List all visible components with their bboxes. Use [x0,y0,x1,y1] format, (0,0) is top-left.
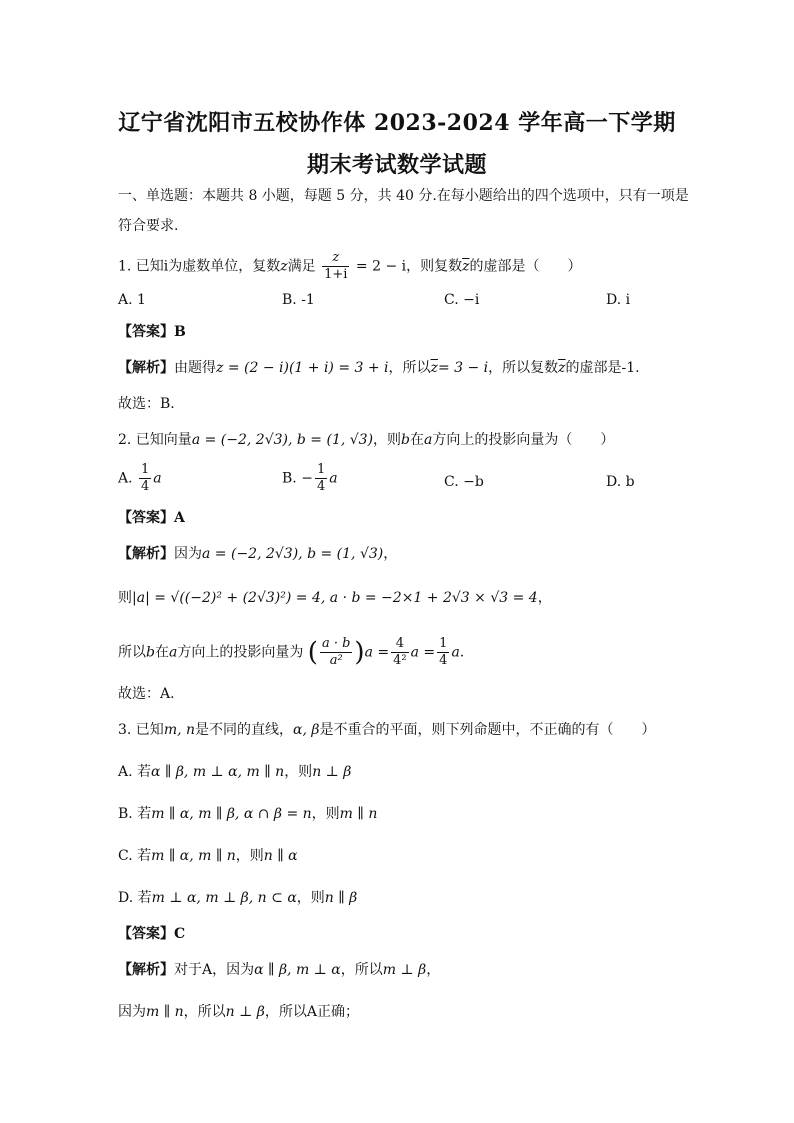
q1-option-b: B. -1 [282,292,315,308]
exam-title-line1: 辽宁省沈阳市五校协作体 2023-2024 学年高一下学期 [118,110,676,136]
q2-answer: 【答案】A [118,510,185,526]
q1-stem: 1. 已知i为虚数单位，复数z满足 $\frac{z}{1+i}$ = 2 − i，则复数$\overline{z}$的虚部是（ ） [118,250,582,282]
q2-option-d: D. b [606,474,635,490]
q1-option-c: C. −i [444,292,480,308]
q1-conclusion: 故选：B. [118,396,175,412]
q3-analysis: 【解析】对于A，因为α ∥ β, m ⊥ α，所以m ⊥ β， [118,962,441,978]
q3-option-b: B. 若m ∥ α, m ∥ β, α ∩ β = n，则m ∥ n [118,806,378,822]
q1-option-a: A. 1 [118,292,146,308]
q1-option-d: D. i [606,292,631,308]
q2-analysis: 【解析】因为a = (−2, 2√3), b = (1, √3)， [118,546,398,562]
q3-option-d: D. 若m ⊥ α, m ⊥ β, n ⊂ α，则n ∥ β [118,890,358,906]
q3-analysis-line2: 因为m ∥ n，所以n ⊥ β，所以A正确； [118,1004,359,1020]
q3-answer: 【答案】C [118,926,186,942]
q2-analysis-line2: 则|a| = √((−2)² + (2√3)²) = 4, a · b = −2×1 + 2√3 × √3 = 4， [118,590,552,606]
q1-fraction: $\frac{z}{1+i}$ [324,250,348,282]
exam-title-line2: 期末考试数学试题 [306,152,487,178]
q3-stem: 3. 已知m, n是不同的直线，α, β是不重合的平面，则下列命题中，不正确的有（ ） [118,722,656,738]
section-intro-cont: 符合要求. [118,218,179,234]
section-intro: 一、单选题：本题共 8 小题，每题 5 分，共 40 分.在每小题给出的四个选项中，只有一项是 [118,188,689,204]
q2-stem: 2. 已知向量a = (−2, 2√3), b = (1, √3)，则b在a方向上的投影向量为（ ） [118,432,615,448]
q3-option-a: A. 若α ∥ β, m ⊥ α, m ∥ n，则n ⊥ β [118,764,352,780]
q2-option-b: B. − $\frac{1}{4}$ a [282,462,338,494]
q3-option-c: C. 若m ∥ α, m ∥ n，则n ∥ α [118,848,298,864]
q2-option-a: A. $\frac{1}{4}$ a [118,462,162,494]
q2-conclusion: 故选：A. [118,686,175,702]
q1-analysis: 【解析】由题得z = (2 − i)(1 + i) = 3 + i，所以$\overline{z}= 3 - i$，所以复数$\overline{z}$的虚部是-1. [118,360,640,376]
q2-option-c: C. −b [444,474,484,490]
q2-analysis-line3: 所以b在a方向上的投影向量为 ( $\frac{a \cdot b}{\text{a²}}$ )a = $\frac{4}{\text{4²}}$ a = $\frac{1}{4}$ a. [118,636,465,668]
q1-answer: 【答案】B [118,324,186,340]
